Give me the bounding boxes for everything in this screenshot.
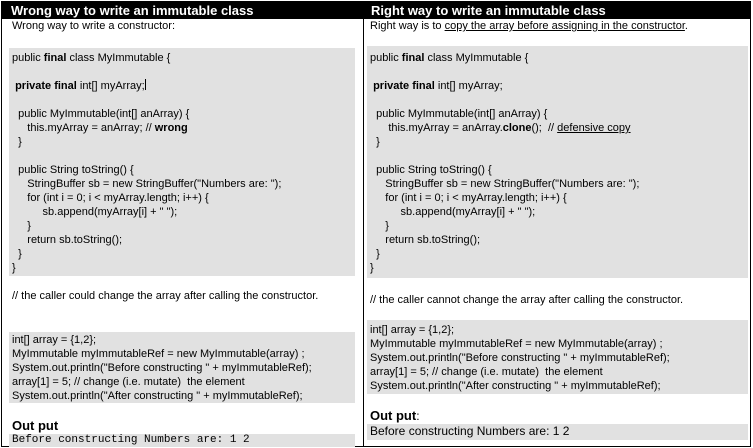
code-line: public MyImmutable(int[] anArray) { bbox=[12, 108, 190, 120]
code-line: } bbox=[12, 136, 22, 148]
right-class-code-block bbox=[367, 46, 748, 278]
code-line: this.myArray = anArray; // wrong bbox=[12, 122, 188, 134]
code-line: return sb.toString(); bbox=[12, 234, 123, 246]
code-line: int[] array = {1,2}; bbox=[370, 324, 455, 336]
code-line bbox=[12, 149, 355, 163]
code-line: MyImmutable myImmutableRef = new MyImmutable(array) ; bbox=[370, 338, 663, 350]
code-line: for (int i = 0; i < myArray.length; i++) { bbox=[370, 192, 567, 204]
code-line: return sb.toString(); bbox=[370, 234, 481, 246]
code-line: array[1] = 5; // change (i.e. mutate) the element bbox=[370, 366, 603, 378]
code-line bbox=[12, 93, 355, 107]
code-line: public final class MyImmutable { bbox=[12, 52, 171, 64]
right-output-text: Before constructing Numbers are: 1 2 bbox=[367, 424, 748, 440]
code-line: StringBuffer sb = new StringBuffer("Numbers are: "); bbox=[370, 178, 640, 190]
wrong-way-header: Wrong way to write an immutable class bbox=[2, 2, 363, 19]
code-line: } bbox=[370, 248, 380, 260]
code-line: public String toString() { bbox=[370, 164, 492, 176]
code-line: } bbox=[12, 220, 31, 232]
code-line: public MyImmutable(int[] anArray) { bbox=[370, 108, 548, 120]
code-line bbox=[370, 93, 748, 107]
wrong-output-label: Out put bbox=[12, 418, 59, 433]
right-caller-code-block bbox=[367, 320, 748, 394]
right-way-header: Right way to write an immutable class bbox=[364, 2, 750, 19]
code-line: int[] array = {1,2}; bbox=[12, 334, 97, 346]
wrong-caller-code-block bbox=[9, 332, 355, 403]
code-line: } bbox=[12, 248, 22, 260]
code-line: array[1] = 5; // change (i.e. mutate) the element bbox=[12, 376, 245, 388]
right-way-intro: Right way is to copy the array before assigning in the constructor. bbox=[370, 20, 688, 32]
code-line bbox=[12, 65, 355, 79]
code-line: private final int[] myArray; bbox=[373, 80, 503, 92]
right-caller-note: // the caller cannot change the array after calling the constructor. bbox=[370, 294, 684, 306]
code-line bbox=[370, 65, 748, 79]
code-line: } bbox=[370, 262, 374, 274]
code-line bbox=[370, 149, 748, 163]
right-output-label: Out put: bbox=[370, 408, 420, 423]
code-line: MyImmutable myImmutableRef = new MyImmutable(array) ; bbox=[12, 348, 305, 360]
code-line: public String toString() { bbox=[12, 164, 134, 176]
wrong-output-text: Before constructing Numbers are: 1 2 bbox=[9, 434, 355, 447]
wrong-caller-note: // the caller could change the array after calling the constructor. bbox=[12, 290, 319, 302]
code-line: } bbox=[370, 136, 380, 148]
right-way-column bbox=[364, 2, 750, 446]
code-line: } bbox=[370, 220, 389, 232]
wrong-class-code-block bbox=[9, 48, 355, 276]
code-line: for (int i = 0; i < myArray.length; i++) { bbox=[12, 192, 209, 204]
code-line: System.out.println("After constructing " + myImmutableRef); bbox=[12, 390, 303, 402]
code-line: sb.append(myArray[i] + " "); bbox=[370, 206, 536, 218]
code-line: public final class MyImmutable { bbox=[370, 52, 529, 64]
wrong-way-column bbox=[2, 2, 364, 446]
code-line: } bbox=[12, 262, 16, 274]
text-cursor bbox=[145, 79, 146, 90]
code-line: private final int[] myArray; bbox=[15, 80, 145, 92]
comparison-table bbox=[1, 1, 751, 447]
code-line: this.myArray = anArray.clone(); // defensive copy bbox=[370, 122, 631, 134]
code-line: sb.append(myArray[i] + " "); bbox=[12, 206, 178, 218]
wrong-way-intro: Wrong way to write a constructor: bbox=[12, 20, 176, 32]
code-line: StringBuffer sb = new StringBuffer("Numbers are: "); bbox=[12, 178, 282, 190]
code-line: System.out.println("Before constructing " + myImmutableRef); bbox=[12, 362, 312, 374]
code-line: System.out.println("After constructing " + myImmutableRef); bbox=[370, 380, 661, 392]
code-line: System.out.println("Before constructing " + myImmutableRef); bbox=[370, 352, 670, 364]
